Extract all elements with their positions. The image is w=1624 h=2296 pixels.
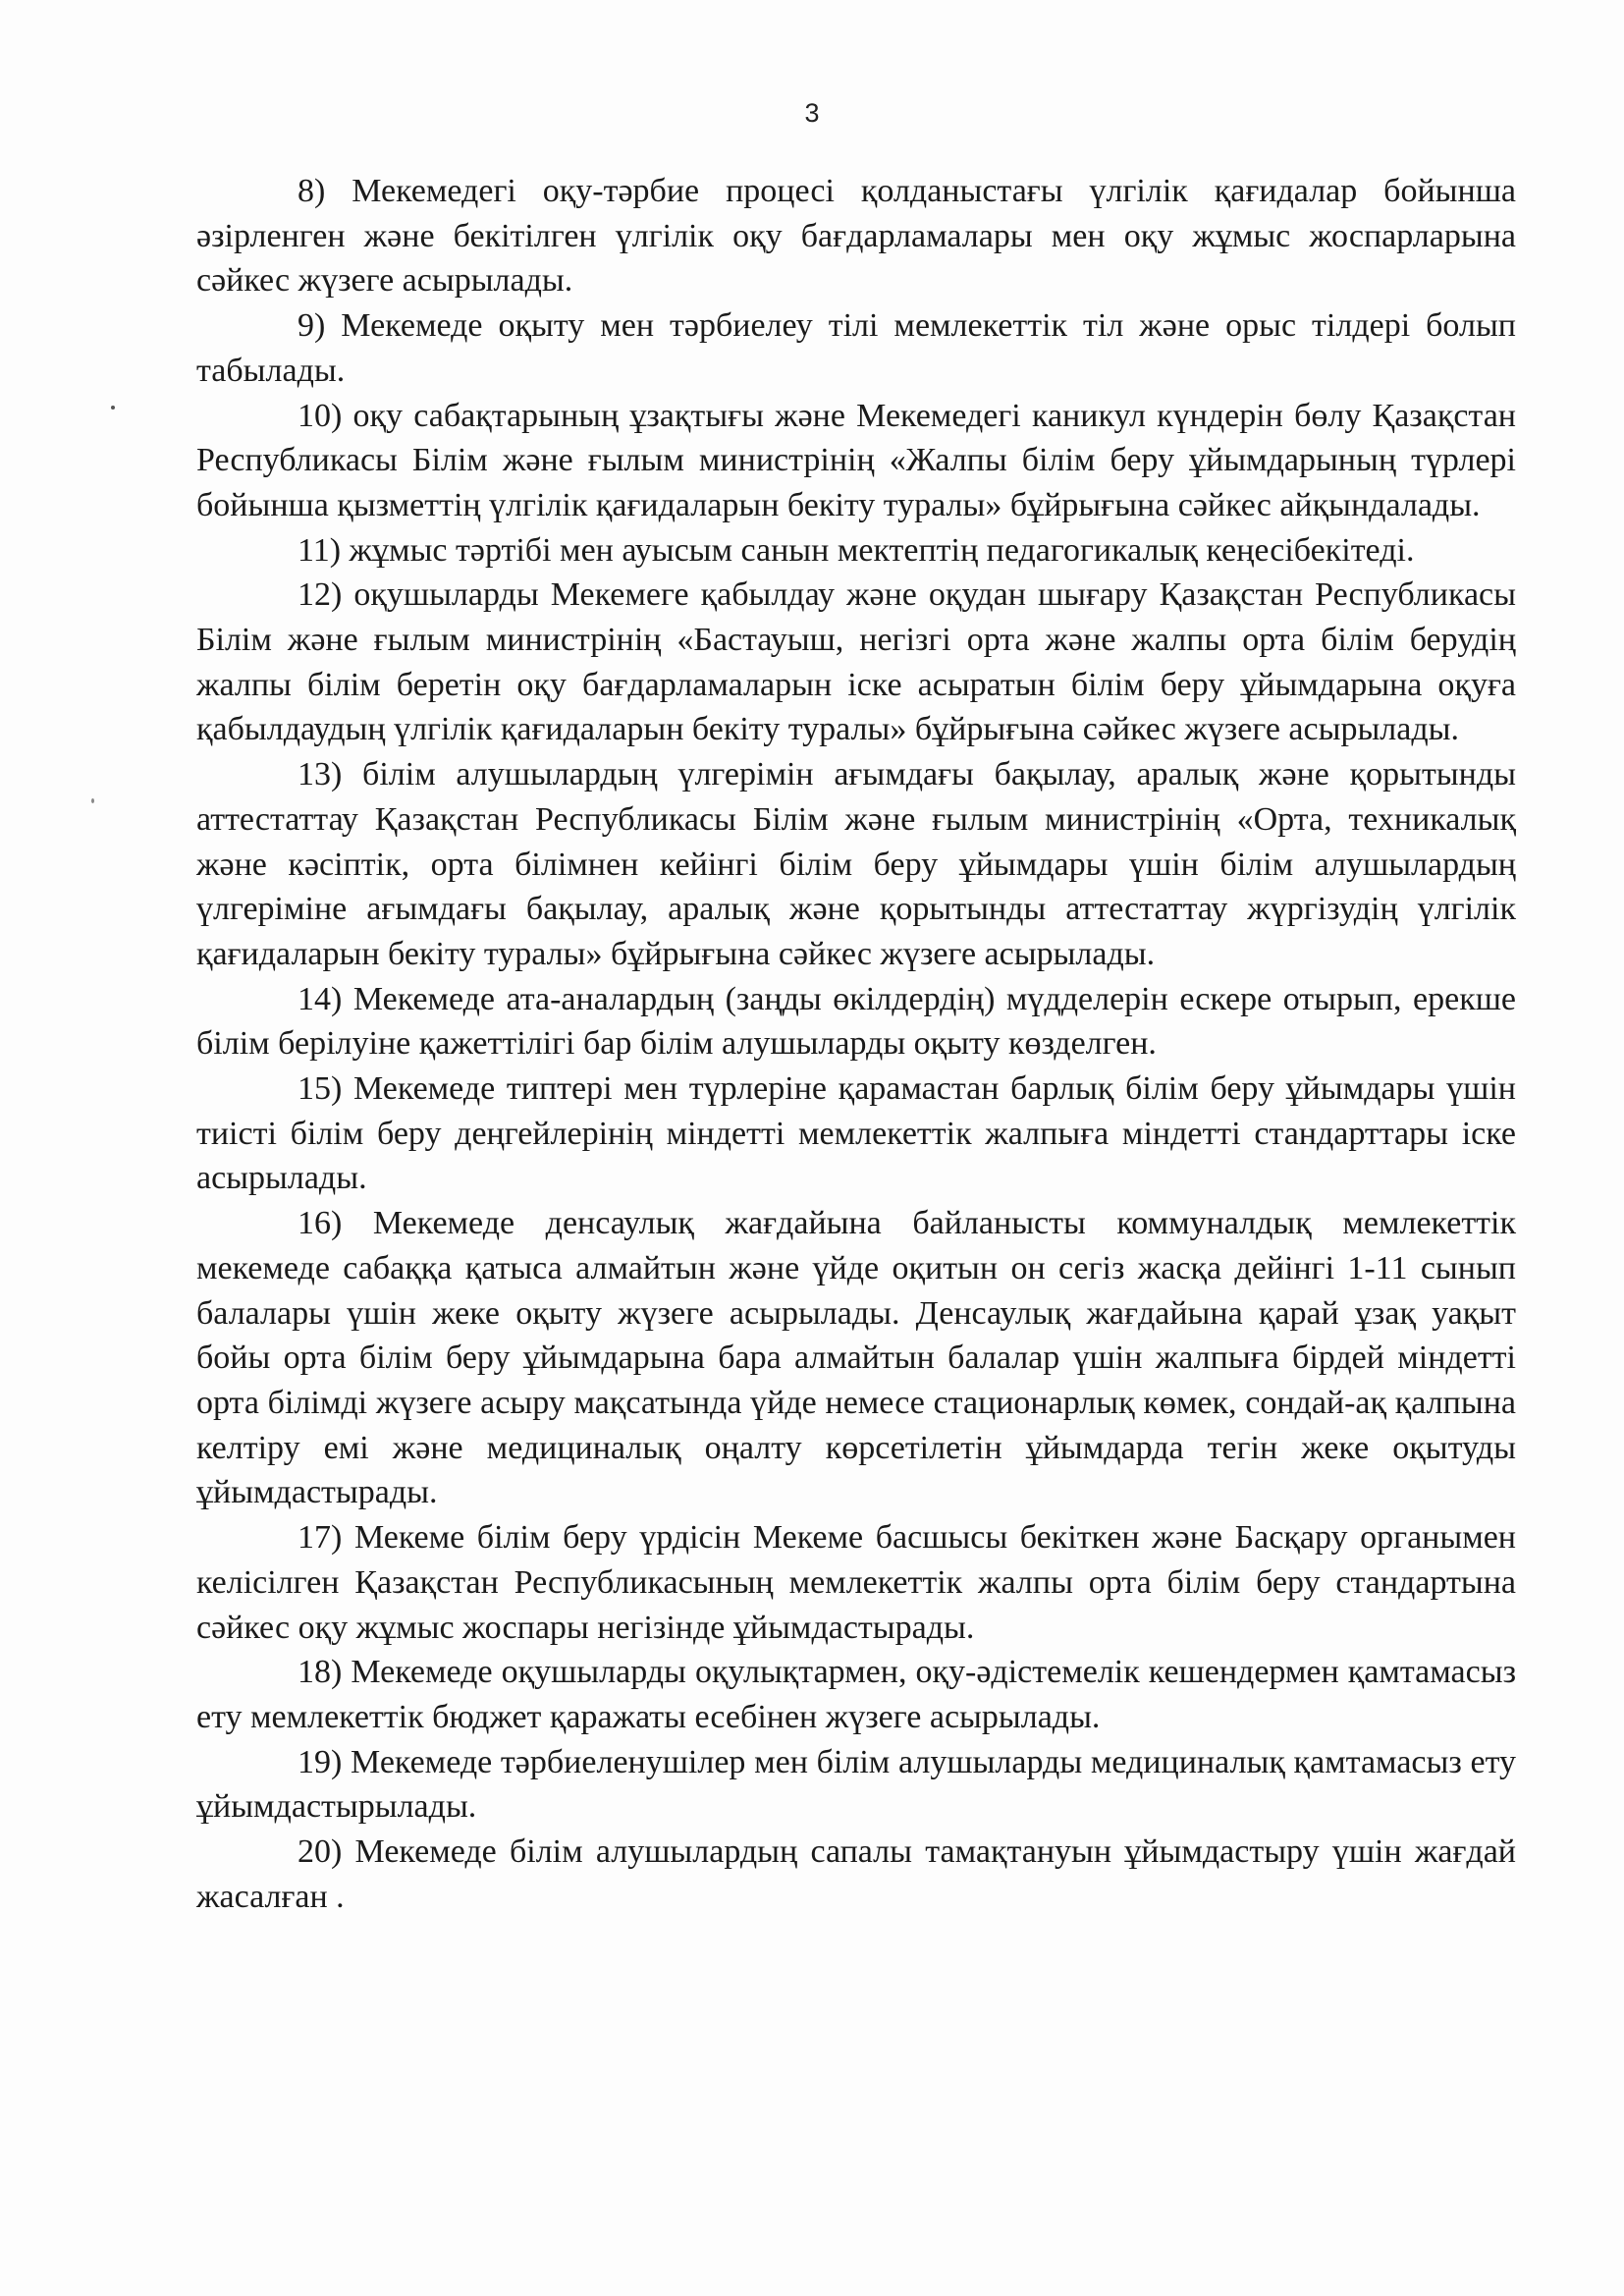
paragraph-item-16: 16) Мекемеде денсаулық жағдайына байланысты коммуналдық мемлекеттік мекемеде сабаққа қатыса алмайтын және үйде оқитын он сегіз жасқа дейінгі 1-11 сынып балалары үшін жеке оқыту жүзеге асырылады. Денсаулық жағдайына қарай ұзақ уақыт бойы орта білім беру ұйымдарына бара алмайтын балалар үшін жалпыға бірдей міндетті орта білімді жүзеге асыру мақсатында үйде немесе стационарлық көмек, сондай-ақ қалпына келтіру емі және медициналық оңалту көрсетілетін ұйымдарда тегін жеке оқытуды ұйымдастырады.	[196, 1205, 1516, 1511]
paragraph-item-10: 10) оқу сабақтарының ұзақтығы және Мекемедегі каникул күндерін бөлу Қазақстан Республикасы Білім және ғылым министрінің «Жалпы білім беру ұйымдарының түрлері бойынша қызметтің үлгілік қағидаларын бекіту туралы» бұйрығына сәйкес айқындалады.	[196, 397, 1516, 523]
paragraph-item-8: 8) Мекемедегі оқу-тәрбие процесі қолданыстағы үлгілік қағидалар бойынша әзірленген және бекітілген үлгілік оқу бағдарламалары мен оқу жұмыс жоспарларына сәйкес жүзеге асырылады.	[196, 173, 1516, 300]
paragraph-item-14: 14) Мекемеде ата-аналардың (заңды өкілдердің) мүдделерін ескере отырып, ерекше білім берілуіне қажеттілігі бар білім алушыларды оқыту көзделген.	[196, 980, 1516, 1063]
document-body	[196, 169, 1516, 1919]
paragraph-item-15: 15) Мекемеде типтері мен түрлеріне қарамастан барлық білім беру ұйымдары үшін тиісті білім беру деңгейлерінің міндетті мемлекеттік жалпыға міндетті стандарттары іске асырылады.	[196, 1070, 1516, 1197]
page-number: 3	[804, 98, 820, 128]
scan-dot	[111, 406, 115, 410]
paragraph-item-17: 17) Мекеме білім беру үрдісін Мекеме басшысы бекіткен және Басқару органымен келісілген Қазақстан Республикасының мемлекеттік жалпы орта білім беру стандартына сәйкес оқу жұмыс жоспары негізінде ұйымдастырады.	[196, 1519, 1516, 1646]
paragraph-item-18: 18) Мекемеде оқушыларды оқулықтармен, оқу-әдістемелік кешендермен қамтамасыз ету мемлекеттік бюджет қаражаты есебінен жүзеге асырылады.	[196, 1654, 1516, 1735]
paragraph-item-19: 19) Мекемеде тәрбиеленушілер мен білім алушыларды медициналық қамтамасыз ету ұйымдастырылады.	[196, 1743, 1516, 1826]
scan-dot	[91, 798, 94, 803]
paragraph-item-20: 20) Мекемеде білім алушылардың сапалы тамақтануын ұйымдастыру үшін жағдай жасалған .	[196, 1833, 1516, 1915]
paragraph-item-12: 12) оқушыларды Мекемеге қабылдау және оқудан шығару Қазақстан Республикасы Білім және ғылым министрінің «Бастауыш, негізгі орта және жалпы орта білім берудің жалпы білім беретін оқу бағдарламаларын іске асыратын білім беру ұйымдарына оқуға қабылдаудың үлгілік қағидаларын бекіту туралы» бұйрығына сәйкес жүзеге асырылады.	[196, 576, 1516, 748]
paragraph-item-11: 11) жұмыс тәртібі мен ауысым санын мектептің педагогикалық кеңесібекітеді.	[298, 531, 1415, 569]
paragraph-item-9: 9) Мекемеде оқыту мен тәрбиелеу тілі мемлекеттік тіл және орыс тілдері болып табылады.	[196, 307, 1516, 389]
paragraph-item-13: 13) білім алушылардың үлгерімін ағымдағы бақылау, аралық және қорытынды аттестаттау Қазақстан Республикасы Білім және ғылым министрінің «Орта, техникалық және кәсіптік, орта білімнен кейінгі білім беру ұйымдары үшін білім алушылардың үлгеріміне ағымдағы бақылау, аралық және қорытынды аттестаттау жүргізудің үлгілік қағидаларын бекіту туралы» бұйрығына сәйкес жүзеге асырылады.	[196, 756, 1516, 972]
